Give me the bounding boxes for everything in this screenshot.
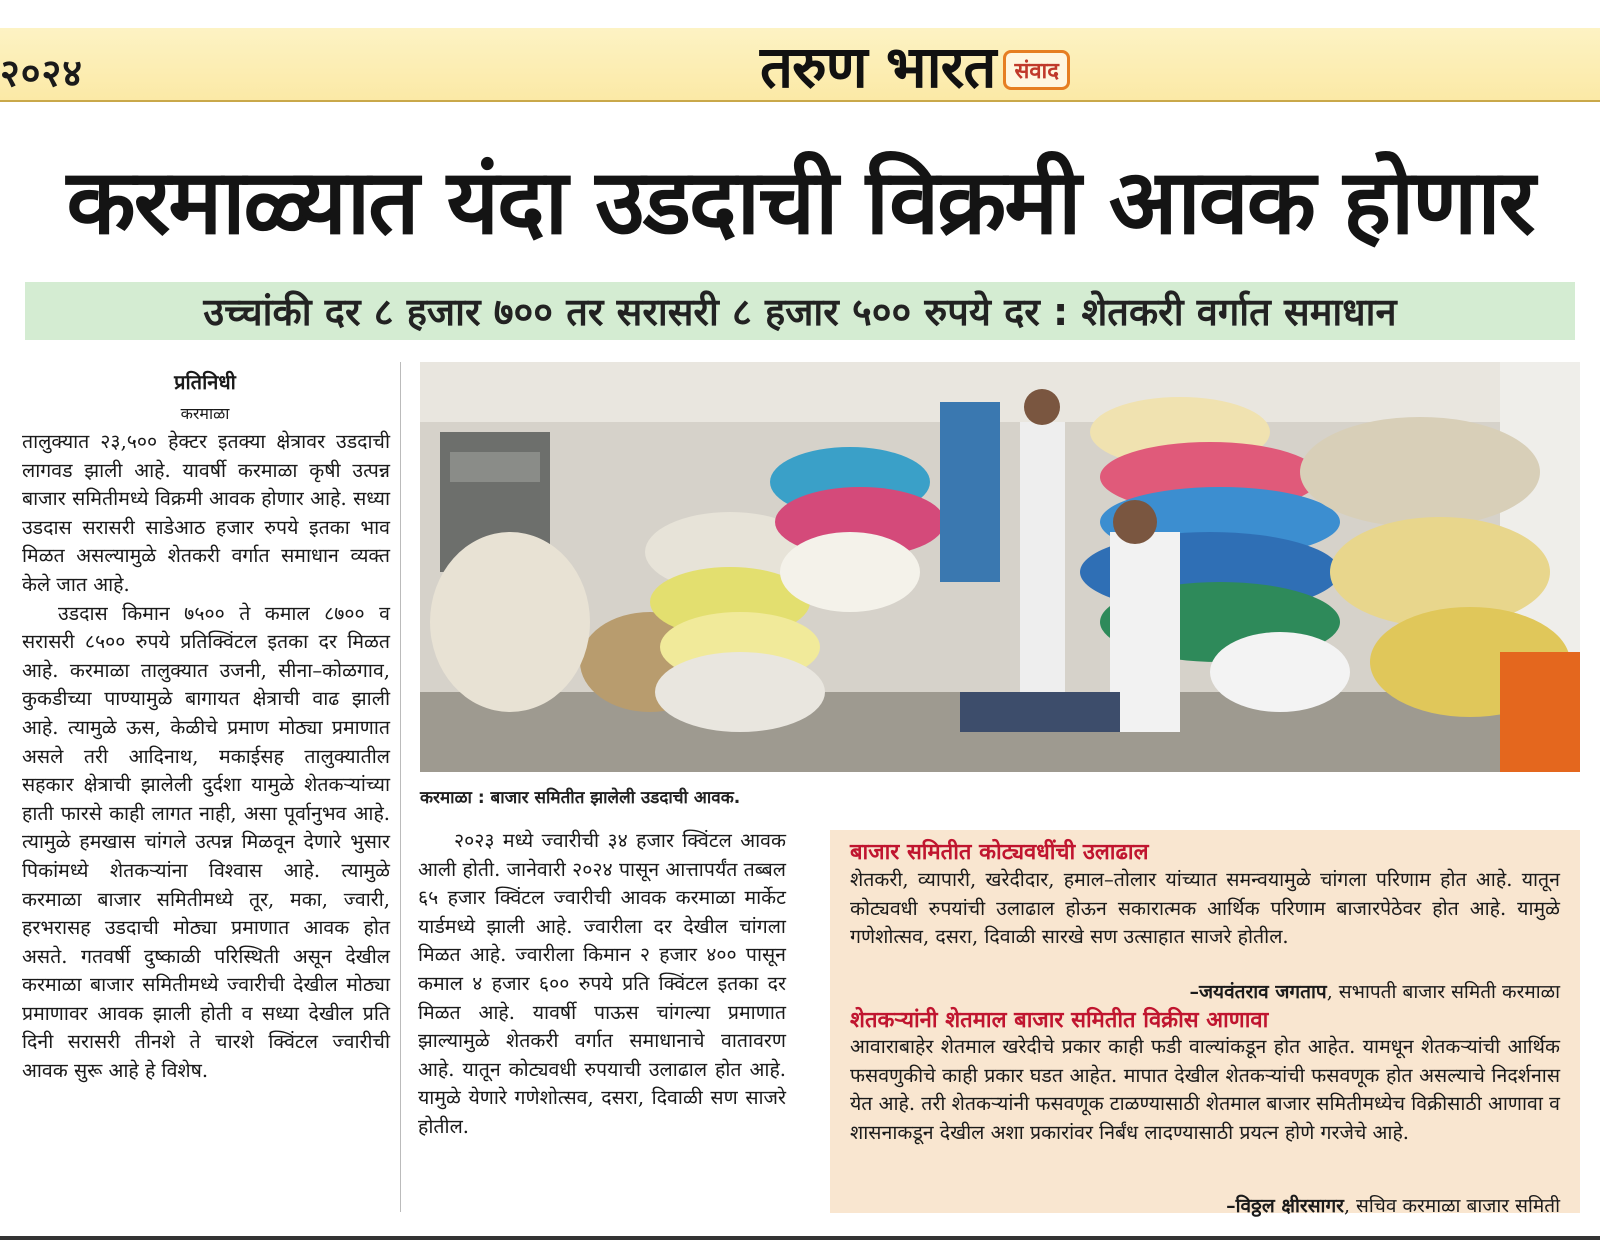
paragraph: २०२३ मध्ये ज्वारीची ३४ हजार क्विंटल आवक आली होती. जानेवारी २०२४ पासून आत्तापर्यंत तब्बल ६५ हजार क्विंटल ज्वारीची आवक करमाळा मार्केट यार्डमध्ये झाली आहे. ज्वारीला दर देखील चांगला मिळत आहे. ज्वारीला किमान २ हजार ४०० पासून कमाल ४ हजार ६०० रुपये प्रति क्विंटल इतका दर मिळत आहे. यावर्षी पाऊस चांगल्या प्रमाणात झाल्यामुळे शेतकरी वर्गात समाधानाचे वातावरण आहे. यातून कोट्यवधी रुपयाची उलाढाल होत आहे. यामुळे येणारे गणेशोत्सव, दसरा, दिवाळी सण साजरे होतील. [418,829,786,1138]
paragraph: उडदास किमान ७५०० ते कमाल ८७०० व सरासरी ८५०० रुपये प्रतिक्विंटल इतका दर मिळत आहे. करमाळा तालुक्यात उजनी, सीना–कोळगाव, कुकडीच्या पाण्यामुळे बागायत क्षेत्राची वाढ झाली आहे. त्यामुळे ऊस, केळीचे प्रमाण मोठ्या प्रमाणात असले तरी आदिनाथ, मकाईसह तालुक्यातील सहकार क्षेत्राची झालेली दुर्दशा यामुळे शेतकऱ्यांच्या हाती फारसे काही लागत नाही, असा पूर्वानुभव आहे. त्यामुळे हमखास चांगले उत्पन्न मिळवून देणारे भुसार पिकांमध्ये शेतकऱ्यांना विश्वास आहे. त्यामुळे करमाळा बाजार समितीमध्ये तूर, मका, ज्वारी, हरभरासह उडदाची मोठ्या प्रमाणात आवक होत असते. गतवर्षी दुष्काळी परिस्थिती असून देखील करमाळा बाजार समितीमध्ये ज्वारीची देखील मोठ्या प्रमाणावर आवक झाली होती व सध्या देखील प्रति दिनी सरासरी तीनशे ते चारशे क्विंटल ज्वारीची आवक सुरू आहे हे विशेष. [22,601,390,1083]
signature-role: , सचिव करमाळा बाजार समिती [1343,1195,1560,1217]
warehouse-scene-illustration [420,362,1580,772]
signature-role: , सभापती बाजार समिती करमाळा [1326,981,1560,1003]
sidebar-text-1: शेतकरी, व्यापारी, खरेदीदार, हमाल–तोलार यांच्यात समन्वयामुळे चांगला परिणाम होत आहे. यातून कोट्यवधी रुपयांची उलाढाल होऊन सकारात्मक आर्थिक परिणाम बाजारपेठेवर होत आहे. यामुळे गणेशोत्सव, दसरा, दिवाळी सारखे सण उत्साहात साजरे होतील. [850,868,1560,948]
headline: करमाळ्यात यंदा उडदाची विक्रमी आवक होणार [66,150,1534,255]
issue-year: २०२४ [0,51,84,95]
article-column-2 [418,827,786,1142]
article-column-1 [22,428,390,1086]
byline: प्रतिनिधी [174,370,236,394]
signature-name: –जयवंतराव जगताप [1189,981,1327,1003]
sidebar-heading-2: शेतकऱ्यांनी शेतमाल बाजार समितीत विक्रीस आणावा [850,1008,1269,1033]
sidebar-text-2: आवाराबाहेर शेतमाल खरेदीचे प्रकार काही फडी वाल्यांकडून होत आहेत. यामधून शेतकऱ्यांची आर्थिक फसवणुकीचे काही प्रकार घडत आहेत. मापात देखील शेतकऱ्यांची फसवणूक होत असल्याचे निदर्शनास येत आहे. तरी शेतकऱ्यांनी फसवणूक टाळण्यासाठी शेतमाल बाजार समितीमध्येच विक्रीसाठी आणावा व शासनाकडून देखील अशा प्रकारांवर निर्बंध लादण्यासाठी प्रयत्न होणे गरजेचे आहे. [850,1035,1560,1144]
bottom-rule [0,1236,1600,1240]
subheadline: उच्चांकी दर ८ हजार ७०० तर सरासरी ८ हजार ५०० रुपये दर : शेतकरी वर्गात समाधान [25,282,1575,340]
newspaper-logo [760,28,1070,100]
photo-caption: करमाळा : बाजार समितीत झालेली उडदाची आवक. [420,788,741,808]
newspaper-badge: संवाद [1003,50,1069,90]
newspaper-title: तरुण भारत [760,32,996,101]
market-photo [420,362,1580,772]
paragraph: तालुक्यात २३,५०० हेक्टर इतक्या क्षेत्रावर उडदाची लागवड झाली आहे. यावर्षी करमाळा कृषी उत्पन्न बाजार समितीमध्ये विक्रमी आवक होणार आहे. सध्या उडदास सरासरी साडेआठ हजार रुपये इतका भाव मिळत असल्यामुळे शेतकरी वर्गात समाधान व्यक्त केले जात आहे. [22,430,390,596]
sidebar-signature-2 [1226,1192,1560,1218]
signature-name: –विठ्ठल क्षीरसागर [1226,1195,1344,1217]
sidebar-signature-1 [1189,978,1560,1004]
column-divider [400,362,401,1212]
dateline: करमाळा [180,404,230,423]
sidebar-heading-1: बाजार समितीत कोट्यवधींची उलाढाल [850,840,1149,865]
